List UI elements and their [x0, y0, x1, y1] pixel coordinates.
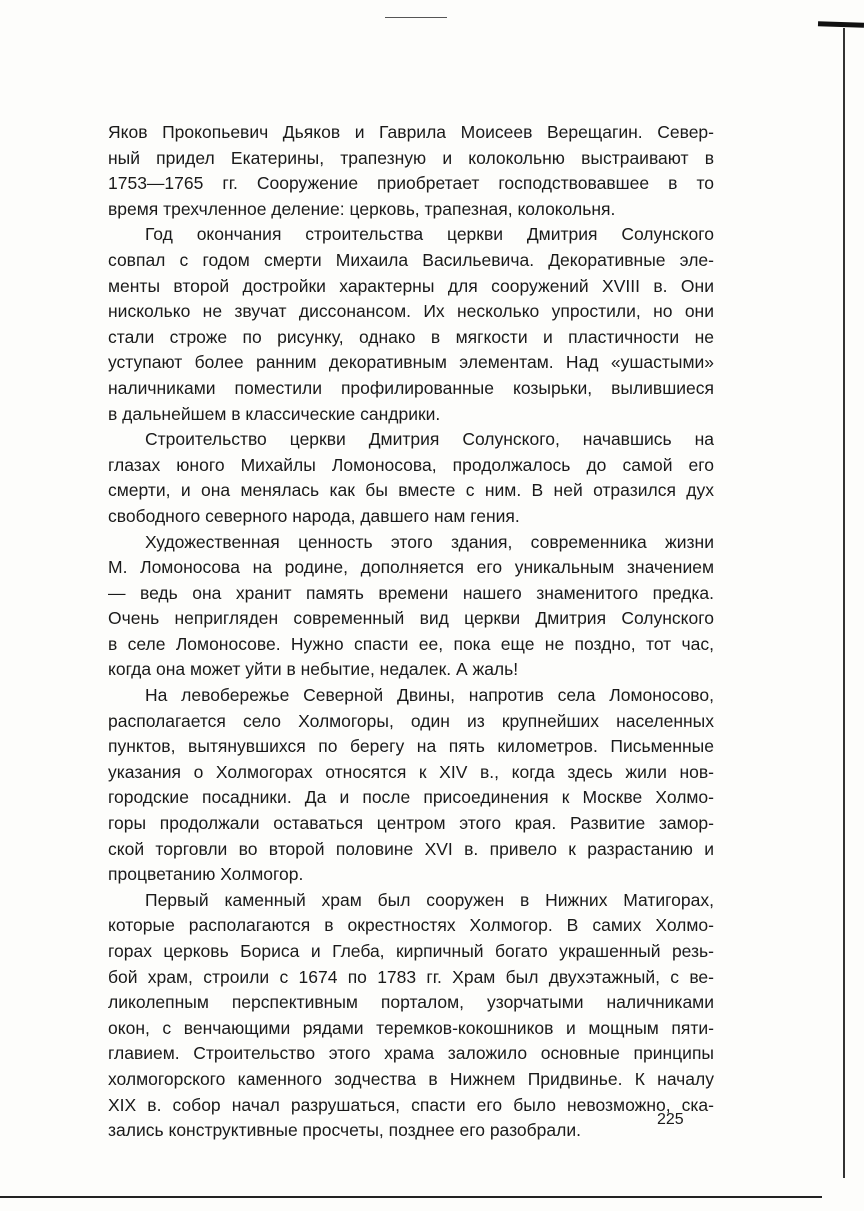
text-line: пунктов, вытянувшихся по берегу на пять километров. Письменные: [108, 736, 714, 757]
text-line: Год окончания строительства церкви Дмитрия Солунского: [145, 224, 714, 245]
text-line: указания о Холмогорах относятся к XIV в., когда здесь жили нов-: [108, 761, 714, 782]
text-line: процветанию Холмогор.: [108, 864, 304, 885]
top-rule: [385, 17, 447, 18]
text-line: в селе Ломоносове. Нужно спасти ее, пока еще не поздно, тот час,: [108, 633, 714, 654]
paragraph: [108, 683, 714, 888]
text-line: ликолепным перспективным порталом, узорчатыми наличниками: [108, 992, 714, 1013]
text-line: — ведь она хранит память времени нашего знаменитого предка.: [108, 582, 714, 603]
text-line: горах церковь Бориса и Глеба, кирпичный богато украшенный резь-: [108, 941, 714, 961]
text-line: городские посадники. Да и после присоединения к Москве Холмо-: [108, 787, 714, 808]
scan-edge-mark: [818, 21, 864, 28]
text-line: ской торговли во второй половине XVI в. привело к разрастанию и: [108, 838, 714, 859]
paragraph: [108, 120, 714, 222]
text-line: нисколько не звучат диссонансом. Их несколько упростили, но они: [108, 301, 714, 322]
text-line: глазах юного Михайлы Ломоносова, продолжалось до самой его: [108, 454, 714, 475]
paragraph: [108, 530, 714, 684]
text-line: уступают более ранним декоративным элементам. Над «ушастыми»: [108, 352, 714, 373]
text-line: окон, с венчающими рядами теремков-кокошников и мощным пяти-: [108, 1017, 714, 1038]
page-number: 225: [657, 1111, 684, 1128]
page-edge-line: [843, 28, 845, 1178]
text-line: когда она может уйти в небытие, недалек. А жаль!: [108, 659, 519, 680]
paragraph: [108, 427, 714, 529]
text-line: в дальнейшем в классические сандрики.: [108, 403, 441, 424]
text-line: Первый каменный храм был сооружен в Нижних Матигорах,: [145, 889, 714, 910]
text-line: 1753—1765 гг. Сооружение приобретает господствовавшее в то: [108, 173, 714, 194]
body-text: [108, 120, 714, 1144]
text-line: свободного северного народа, давшего нам гения.: [108, 505, 520, 526]
text-line: главием. Строительство этого храма заложило основные принципы: [108, 1043, 714, 1064]
paragraph: [108, 222, 714, 427]
bottom-rule: [0, 1196, 822, 1198]
text-line: Художественная ценность этого здания, современника жизни: [145, 531, 714, 552]
text-line: бой храм, строили с 1674 по 1783 гг. Храм был двухэтажный, с ве-: [108, 966, 714, 987]
text-line: время трехчленное деление: церковь, трапезная, колокольня.: [108, 198, 616, 219]
text-line: наличниками поместили профилированные козырьки, вылившиеся: [108, 377, 714, 398]
text-line: горы продолжали оставаться центром этого края. Развитие замор-: [108, 813, 714, 834]
text-line: На левобережье Северной Двины, напротив села Ломоносово,: [145, 685, 714, 706]
text-line: совпал с годом смерти Михаила Васильевича. Декоративные эле-: [108, 249, 714, 270]
text-line: стали строже по рисунку, однако в мягкости и пластичности не: [108, 326, 714, 347]
text-line: Яков Прокопьевич Дьяков и Гаврила Моисеев Верещагин. Север-: [108, 122, 714, 142]
text-line: располагается село Холмогоры, один из крупнейших населенных: [108, 710, 714, 731]
text-line: зались конструктивные просчеты, позднее его разобрали.: [108, 1120, 581, 1141]
text-line: менты второй достройки характерны для сооружений XVIII в. Они: [108, 275, 714, 296]
text-line: Очень непригляден современный вид церкви Дмитрия Солунского: [108, 608, 714, 629]
text-line: холмогорского каменного зодчества в Нижнем Придвинье. К началу: [108, 1068, 714, 1089]
text-line: смерти, и она менялась как бы вместе с ним. В ней отразился дух: [108, 480, 714, 501]
paragraph: [108, 888, 714, 1144]
text-line: которые располагаются в окрестностях Холмогор. В самих Холмо-: [108, 915, 714, 936]
text-line: М. Ломоносова на родине, дополняется его уникальным значением: [108, 557, 714, 578]
text-line: Строительство церкви Дмитрия Солунского, начавшись на: [145, 429, 714, 450]
text-line: XIX в. собор начал разрушаться, спасти его было невозможно, ска-: [108, 1094, 714, 1115]
text-line: ный придел Екатерины, трапезную и колокольню выстраивают в: [108, 147, 714, 168]
